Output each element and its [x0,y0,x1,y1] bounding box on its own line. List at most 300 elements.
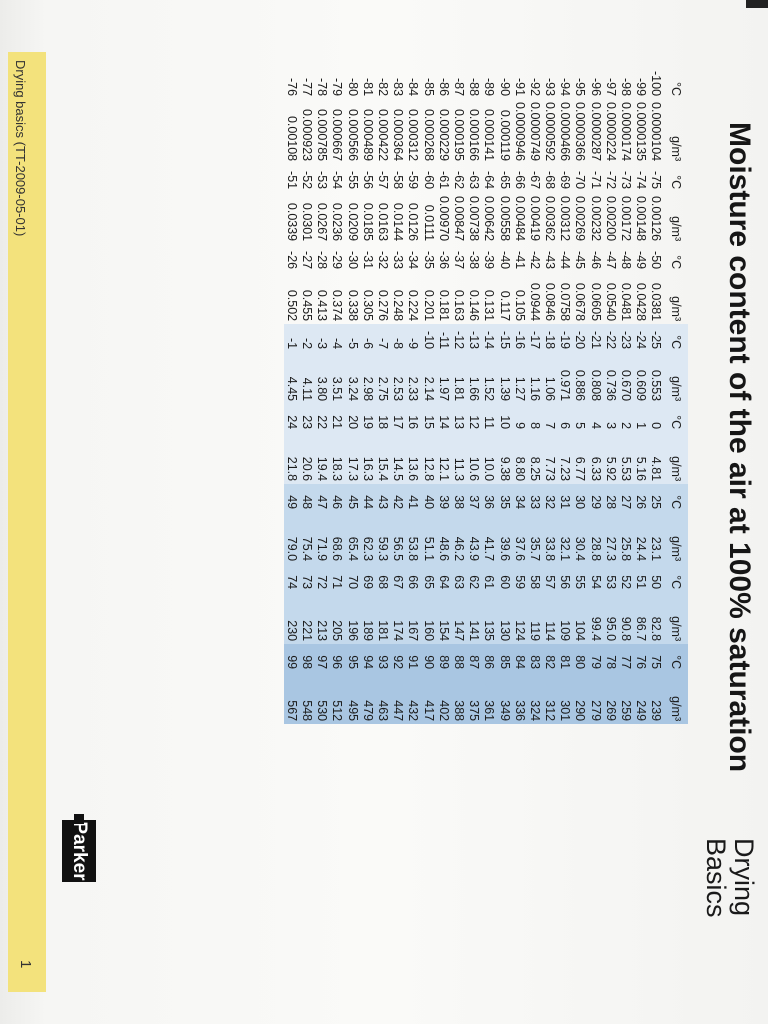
moisture-cell: 0.00172 [619,195,634,242]
temperature-cell: -90 [497,77,512,97]
temperature-cell: -20 [573,324,588,352]
temperature-cell: -53 [315,171,330,190]
temperature-cell: -39 [482,251,497,270]
table-row [558,68,573,724]
footer-text: Drying basics (TT-2009-05-01) [13,60,28,237]
temperature-cell: 77 [618,644,633,672]
moisture-cell: 5.53 [618,432,633,484]
temperature-cell: 86 [482,644,497,672]
temperature-cell: -73 [619,171,634,190]
temperature-cell: 63 [451,564,466,592]
moisture-cell: 0.00738 [467,195,482,242]
moisture-cell: 147 [451,592,466,644]
moisture-cell: 0.502 [284,289,299,322]
table-row [634,68,649,724]
temperature-cell: -32 [376,251,391,270]
temperature-cell: 2 [618,404,633,432]
moisture-cell: 0.0758 [558,282,573,322]
temperature-cell: 41 [406,484,421,512]
moisture-cell: 0.248 [391,289,406,322]
table-row [573,68,588,724]
temperature-cell: -46 [588,251,603,270]
moisture-cell: 0.000229 [436,108,451,162]
temperature-cell: 24 [284,404,299,432]
moisture-cell: 0.00847 [451,195,466,242]
temperature-cell: 83 [527,644,542,672]
table-row [375,68,390,724]
header-celsius: °C [664,644,688,672]
temperature-cell: -78 [315,77,330,97]
moisture-cell: 0.886 [573,352,588,404]
moisture-cell: 5.16 [634,432,649,484]
temperature-cell: 39 [436,484,451,512]
moisture-cell: 0.971 [558,352,573,404]
table-row [649,68,664,724]
moisture-cell: 18.3 [330,432,345,484]
moisture-cell: 196 [345,592,360,644]
temperature-cell: -65 [497,171,512,190]
temperature-cell: 67 [391,564,406,592]
temperature-cell: -33 [391,251,406,270]
temperature-cell: 97 [315,644,330,672]
moisture-cell: 189 [360,592,375,644]
temperature-cell: -54 [330,171,345,190]
temperature-cell: -92 [527,77,542,97]
header-gram-per-m3: g/m³ [664,592,688,644]
moisture-cell: 388 [451,672,466,724]
moisture-cell: 119 [527,592,542,644]
temperature-cell: 73 [300,564,315,592]
table-row [451,68,466,724]
table-row [284,68,299,724]
moisture-cell: 0.00558 [497,195,512,242]
moisture-cell: 104 [573,592,588,644]
temperature-cell: -28 [315,251,330,270]
temperature-cell: 56 [558,564,573,592]
moisture-cell: 259 [618,672,633,724]
temperature-cell: 40 [421,484,436,512]
temperature-cell: -97 [603,77,618,97]
moisture-cell: 301 [558,672,573,724]
temperature-cell: 17 [391,404,406,432]
moisture-cell: 130 [497,592,512,644]
moisture-cell: 479 [360,672,375,724]
moisture-cell: 0.00126 [649,195,664,242]
temperature-cell: 69 [360,564,375,592]
temperature-cell: 74 [284,564,299,592]
temperature-cell: 79 [588,644,603,672]
temperature-cell: 99 [284,644,299,672]
moisture-cell: 432 [406,672,421,724]
moisture-cell: 0.201 [421,289,436,322]
moisture-cell: 0.0000592 [543,102,558,162]
moisture-cell: 160 [421,592,436,644]
table-row [421,68,436,724]
moisture-cell: 0.0000287 [588,102,603,162]
temperature-cell: 10 [497,404,512,432]
temperature-cell: -62 [451,171,466,190]
moisture-cell: 1.97 [436,352,451,404]
moisture-cell: 0.00642 [482,195,497,242]
temperature-cell: 34 [512,484,527,512]
temperature-cell: 68 [375,564,390,592]
temperature-cell: -85 [421,77,436,97]
moisture-cell: 0.163 [451,289,466,322]
moisture-cell: 24.4 [634,512,649,564]
header-celsius: °C [664,484,688,512]
section-title: Drying Basics [701,838,759,918]
table-row [360,68,375,724]
moisture-cell: 0.224 [406,289,421,322]
moisture-cell: 79.0 [284,512,299,564]
temperature-cell: 71 [330,564,345,592]
temperature-cell: -25 [649,324,664,352]
moisture-cell: 135 [482,592,497,644]
temperature-cell: 15 [421,404,436,432]
temperature-cell: -15 [497,324,512,352]
moisture-cell: 3.24 [345,352,360,404]
moisture-cell: 0.00108 [284,115,299,162]
temperature-cell: -36 [436,251,451,270]
temperature-cell: -31 [360,251,375,270]
temperature-cell: -61 [436,171,451,190]
temperature-cell: -14 [482,324,497,352]
moisture-cell: 10.0 [482,432,497,484]
moisture-cell: 0.000923 [300,108,315,162]
moisture-cell: 154 [436,592,451,644]
moisture-cell: 4.11 [300,352,315,404]
temperature-cell: -47 [603,251,618,270]
temperature-cell: -19 [558,324,573,352]
page-title: Moisture content of the air at 100% saturation [723,122,756,773]
temperature-cell: -37 [451,251,466,270]
temperature-cell: 37 [467,484,482,512]
moisture-cell: 0.0000749 [527,102,542,162]
moisture-cell: 0.000566 [345,108,360,162]
moisture-cell: 221 [300,592,315,644]
moisture-cell: 0.0481 [619,282,634,322]
temperature-cell: 48 [300,484,315,512]
moisture-cell: 0.413 [315,289,330,322]
header-celsius: °C [664,324,688,352]
temperature-cell: -68 [543,171,558,190]
moisture-cell: 0.0000466 [558,102,573,162]
temperature-cell: -87 [451,77,466,97]
moisture-cell: 0.000785 [315,108,330,162]
temperature-cell: 13 [451,404,466,432]
temperature-cell: 53 [603,564,618,592]
moisture-cell: 0.455 [300,289,315,322]
table-row [391,68,406,724]
moisture-cell: 0.000312 [406,108,421,162]
moisture-cell: 0.276 [376,289,391,322]
moisture-cell: 71.9 [315,512,330,564]
temperature-cell: 88 [451,644,466,672]
temperature-cell: 57 [543,564,558,592]
temperature-cell: 49 [284,484,299,512]
moisture-cell: 68.6 [330,512,345,564]
table-row [527,68,542,724]
temperature-cell: -8 [391,324,406,352]
header-gram-per-m3: g/m³ [664,352,688,404]
temperature-cell: 66 [406,564,421,592]
temperature-cell: -84 [406,77,421,97]
table-row [512,68,527,724]
parker-logo: Parker [62,820,96,882]
header-celsius: °C [664,564,688,592]
moisture-cell: 109 [558,592,573,644]
moisture-cell: 0.0000224 [603,102,618,162]
table-row [330,68,345,724]
moisture-cell: 0.00419 [527,195,542,242]
temperature-cell: 87 [467,644,482,672]
moisture-cell: 312 [543,672,558,724]
moisture-cell: 0.000364 [391,108,406,162]
moisture-cell: 0.00362 [543,195,558,242]
temperature-cell: -52 [300,171,315,190]
temperature-cell: 76 [634,644,649,672]
moisture-cell: 0.000667 [330,108,345,162]
temperature-cell: -10 [421,324,436,352]
moisture-cell: 86.7 [634,592,649,644]
temperature-cell: 6 [558,404,573,432]
temperature-cell: 58 [527,564,542,592]
temperature-cell: -83 [391,77,406,97]
moisture-cell: 46.2 [451,512,466,564]
temperature-cell: -11 [436,324,451,352]
header-gram-per-m3: g/m³ [669,296,683,322]
moisture-cell: 512 [330,672,345,724]
table-row [618,68,633,724]
temperature-cell: -57 [376,171,391,190]
moisture-cell: 0.00148 [634,195,649,242]
temperature-cell: 26 [634,484,649,512]
moisture-cell: 0.0209 [345,202,360,242]
moisture-cell: 48.6 [436,512,451,564]
temperature-cell: 18 [375,404,390,432]
moisture-cell: 167 [406,592,421,644]
temperature-cell: 51 [634,564,649,592]
moisture-cell: 0.0000366 [573,102,588,162]
moisture-table [284,68,688,724]
temperature-cell: 28 [603,484,618,512]
table-row [603,68,618,724]
moisture-cell: 0.0540 [603,282,618,322]
moisture-cell: 7.73 [543,432,558,484]
temperature-cell: -70 [573,171,588,190]
temperature-cell: -72 [603,171,618,190]
moisture-cell: 75.4 [300,512,315,564]
moisture-cell: 15.4 [375,432,390,484]
moisture-cell: 3.80 [315,352,330,404]
header-celsius: °C [669,255,683,270]
temperature-cell: 65 [421,564,436,592]
moisture-cell: 0.0846 [543,282,558,322]
moisture-cell: 6.33 [588,432,603,484]
temperature-cell: -45 [573,251,588,270]
moisture-cell: 0.000489 [360,108,375,162]
moisture-cell: 0.000268 [421,108,436,162]
temperature-cell: -67 [527,171,542,190]
temperature-cell: 82 [543,644,558,672]
temperature-cell: 1 [634,404,649,432]
temperature-cell: 78 [603,644,618,672]
temperature-cell: 80 [573,644,588,672]
moisture-cell: 2.98 [360,352,375,404]
temperature-cell: -41 [512,251,527,270]
table-row [588,68,603,724]
temperature-cell: -100 [649,71,664,97]
temperature-cell: 20 [345,404,360,432]
moisture-cell: 213 [315,592,330,644]
temperature-cell: -23 [618,324,633,352]
moisture-cell: 0.0236 [330,202,345,242]
temperature-cell: -43 [543,251,558,270]
moisture-cell: 0.00200 [603,195,618,242]
temperature-cell: 27 [618,484,633,512]
temperature-cell: -49 [634,251,649,270]
temperature-cell: 52 [618,564,633,592]
moisture-cell: 269 [603,672,618,724]
table-row [482,68,497,724]
temperature-cell: -59 [406,171,421,190]
table-row [345,68,360,724]
table-row [436,68,451,724]
moisture-cell: 0.0678 [573,282,588,322]
moisture-cell: 567 [284,672,299,724]
moisture-cell: 0.0000174 [619,102,634,162]
temperature-cell: 42 [391,484,406,512]
temperature-cell: -64 [482,171,497,190]
temperature-cell: 14 [436,404,451,432]
moisture-cell: 239 [649,672,664,724]
moisture-cell: 0.00269 [573,195,588,242]
temperature-cell: 90 [421,644,436,672]
temperature-cell: -38 [467,251,482,270]
moisture-cell: 0.0144 [391,202,406,242]
table-row [300,68,315,724]
temperature-cell: 46 [330,484,345,512]
moisture-cell: 4.81 [649,432,664,484]
temperature-cell: 5 [573,404,588,432]
temperature-cell: -80 [345,77,360,97]
moisture-cell: 0.0126 [406,202,421,242]
moisture-cell: 0.000195 [451,108,466,162]
moisture-cell: 0.117 [497,290,512,322]
temperature-cell: -56 [360,171,375,190]
moisture-cell: 6.77 [573,432,588,484]
temperature-cell: 32 [543,484,558,512]
temperature-cell: -93 [543,77,558,97]
temperature-cell: 33 [527,484,542,512]
header-celsius: °C [664,404,688,432]
moisture-cell: 0.131 [482,289,497,322]
temperature-cell: -66 [512,171,527,190]
temperature-cell: 91 [406,644,421,672]
temperature-cell: 11 [482,404,497,432]
temperature-cell: -3 [315,324,330,352]
temperature-cell: 38 [451,484,466,512]
moisture-cell: 82.8 [649,592,664,644]
temperature-cell: -79 [330,77,345,97]
moisture-cell: 41.7 [482,512,497,564]
moisture-cell: 28.8 [588,512,603,564]
temperature-cell: -81 [360,77,375,97]
moisture-cell: 361 [482,672,497,724]
moisture-cell: 32.1 [558,512,573,564]
temperature-cell: 64 [436,564,451,592]
moisture-cell: 2.33 [406,352,421,404]
moisture-cell: 39.6 [497,512,512,564]
moisture-cell: 0.0301 [300,202,315,242]
moisture-cell: 463 [375,672,390,724]
moisture-cell: 0.181 [436,289,451,322]
temperature-cell: 62 [467,564,482,592]
temperature-cell: 12 [467,404,482,432]
temperature-cell: 92 [391,644,406,672]
moisture-cell: 95.0 [603,592,618,644]
temperature-cell: -69 [558,171,573,190]
temperature-cell: 75 [649,644,664,672]
temperature-cell: 84 [512,644,527,672]
moisture-cell: 0.305 [360,289,375,322]
moisture-cell: 205 [330,592,345,644]
temperature-cell: 25 [649,484,664,512]
temperature-cell: -77 [300,77,315,97]
moisture-cell: 0.0428 [634,282,649,322]
temperature-cell: -4 [330,324,345,352]
moisture-cell: 0.00232 [588,195,603,242]
temperature-cell: 21 [330,404,345,432]
moisture-cell: 23.1 [649,512,664,564]
moisture-cell: 495 [345,672,360,724]
page-number: 1 [17,960,34,969]
temperature-cell: -24 [634,324,649,352]
moisture-cell: 53.8 [406,512,421,564]
temperature-cell: 60 [497,564,512,592]
moisture-cell: 33.8 [543,512,558,564]
temperature-cell: -29 [330,251,345,270]
temperature-cell: 54 [588,564,603,592]
temperature-cell: 59 [512,564,527,592]
moisture-cell: 2.75 [375,352,390,404]
temperature-cell: 4 [588,404,603,432]
temperature-cell: 96 [330,644,345,672]
moisture-cell: 12.8 [421,432,436,484]
temperature-cell: -82 [376,77,391,97]
moisture-cell: 0.338 [345,289,360,322]
moisture-cell: 0.00484 [512,195,527,242]
temperature-cell: 85 [497,644,512,672]
moisture-cell: 0.00312 [558,195,573,242]
moisture-cell: 0.553 [649,352,664,404]
moisture-cell: 417 [421,672,436,724]
temperature-cell: -88 [467,77,482,97]
temperature-cell: 47 [315,484,330,512]
moisture-cell: 7.23 [558,432,573,484]
temperature-cell: 98 [300,644,315,672]
moisture-cell: 0.000141 [482,108,497,162]
temperature-cell: -35 [421,251,436,270]
moisture-cell: 16.3 [360,432,375,484]
table-row [406,68,421,724]
temperature-cell: 30 [573,484,588,512]
temperature-cell: 94 [360,644,375,672]
temperature-cell: 0 [649,404,664,432]
moisture-cell: 65.4 [345,512,360,564]
moisture-cell: 13.6 [406,432,421,484]
temperature-cell: 3 [603,404,618,432]
